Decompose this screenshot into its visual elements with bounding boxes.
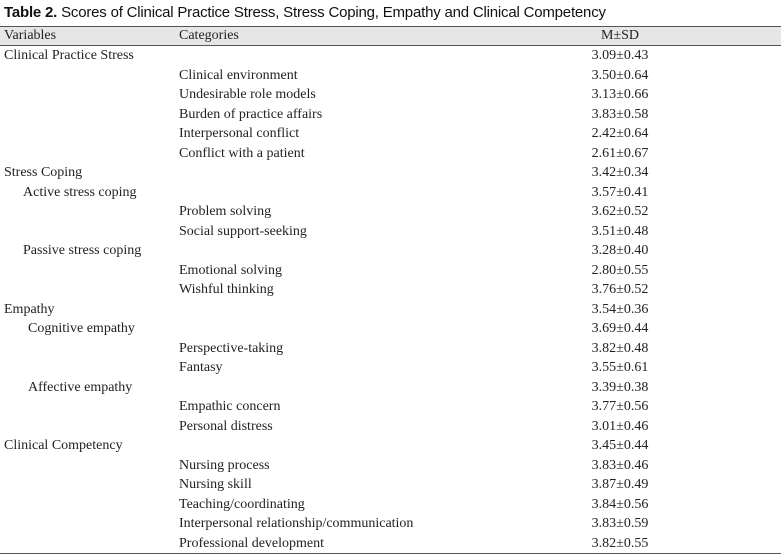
category-cell: Problem solving: [179, 204, 272, 219]
table-row: [0, 261, 781, 281]
msd-cell: 3.45±0.44: [591, 438, 649, 453]
category-cell: Teaching/coordinating: [179, 496, 305, 512]
table-row: [0, 85, 781, 105]
table-row: [0, 144, 781, 164]
msd-cell: 3.09±0.43: [591, 48, 649, 63]
category-cell: Burden of practice affairs: [179, 106, 323, 122]
category-cell: Nursing process: [179, 457, 270, 473]
msd-cell: 3.84±0.56: [591, 496, 649, 512]
category-cell: Empathic concern: [179, 399, 281, 414]
table-row: [0, 319, 781, 339]
table-row: [0, 163, 781, 183]
category-cell: Interpersonal relationship/communication: [179, 516, 414, 531]
table-row: [0, 495, 781, 515]
table-row: [0, 475, 781, 495]
category-cell: Emotional solving: [179, 262, 283, 278]
category-cell: Conflict with a patient: [179, 145, 305, 161]
table-caption-title: Scores of Clinical Practice Stress, Stress Coping, Empathy and Clinical Competency: [61, 4, 606, 21]
variable-cell: Active stress coping: [23, 184, 137, 200]
category-cell: Wishful thinking: [179, 282, 274, 297]
category-cell: Professional development: [179, 535, 325, 551]
category-cell: Fantasy: [179, 360, 223, 375]
msd-cell: 2.61±0.67: [591, 145, 649, 161]
scores-table: [0, 26, 781, 554]
category-cell: Undesirable role models: [179, 87, 316, 102]
msd-cell: 3.83±0.58: [591, 106, 649, 122]
msd-cell: 3.13±0.66: [591, 87, 649, 102]
header-variables: Variables: [4, 28, 57, 43]
category-cell: Perspective-taking: [179, 340, 284, 356]
table-row: [0, 222, 781, 242]
table-row: [0, 105, 781, 125]
variable-cell: Passive stress coping: [23, 243, 142, 258]
category-cell: Interpersonal conflict: [179, 126, 300, 141]
msd-cell: 3.51±0.48: [591, 223, 649, 239]
msd-cell: 2.42±0.64: [591, 126, 649, 141]
header-msd: M±SD: [600, 28, 640, 43]
table-row: [0, 514, 781, 534]
msd-cell: 3.55±0.61: [591, 360, 649, 375]
table-row: [0, 66, 781, 86]
table-row: [0, 46, 781, 66]
table-caption-label: Table 2.: [4, 4, 58, 21]
variable-cell: Stress Coping: [4, 165, 83, 180]
table-body: [0, 46, 781, 554]
msd-cell: 3.39±0.38: [591, 379, 649, 395]
table-header-row: [0, 26, 781, 46]
category-cell: Nursing skill: [179, 477, 252, 492]
msd-cell: 3.83±0.46: [591, 457, 649, 473]
msd-cell: 3.62±0.52: [591, 204, 649, 219]
msd-cell: 3.28±0.40: [591, 243, 649, 258]
msd-cell: 3.82±0.48: [591, 340, 649, 356]
table-row: [0, 417, 781, 437]
msd-cell: 3.77±0.56: [591, 399, 649, 414]
table-row: [0, 378, 781, 398]
msd-cell: 2.80±0.55: [591, 262, 649, 278]
table-row: [0, 436, 781, 456]
msd-cell: 3.87±0.49: [591, 477, 649, 492]
table-row: [0, 183, 781, 203]
variable-cell: Cognitive empathy: [28, 321, 135, 336]
table-row: [0, 202, 781, 222]
header-categories: Categories: [179, 28, 239, 43]
variable-cell: Clinical Competency: [4, 438, 123, 453]
category-cell: Social support-seeking: [179, 223, 307, 239]
table-row: [0, 339, 781, 359]
msd-cell: 3.69±0.44: [591, 321, 649, 336]
table-row: [0, 534, 781, 554]
variable-cell: Clinical Practice Stress: [4, 48, 134, 63]
category-cell: Clinical environment: [179, 67, 298, 83]
msd-cell: 3.01±0.46: [591, 418, 649, 434]
msd-cell: 3.50±0.64: [591, 67, 649, 83]
variable-cell: Affective empathy: [28, 379, 133, 395]
table-row: [0, 456, 781, 476]
table-caption: [4, 2, 606, 24]
variable-cell: Empathy: [4, 301, 55, 317]
table-row: [0, 280, 781, 300]
msd-cell: 3.82±0.55: [591, 535, 649, 551]
msd-cell: 3.57±0.41: [591, 184, 649, 200]
msd-cell: 3.54±0.36: [591, 301, 649, 317]
table-row: [0, 300, 781, 320]
table-row: [0, 241, 781, 261]
msd-cell: 3.42±0.34: [591, 165, 649, 180]
table-row: [0, 397, 781, 417]
table-row: [0, 124, 781, 144]
msd-cell: 3.83±0.59: [591, 516, 649, 531]
msd-cell: 3.76±0.52: [591, 282, 649, 297]
table-row: [0, 358, 781, 378]
category-cell: Personal distress: [179, 418, 273, 434]
